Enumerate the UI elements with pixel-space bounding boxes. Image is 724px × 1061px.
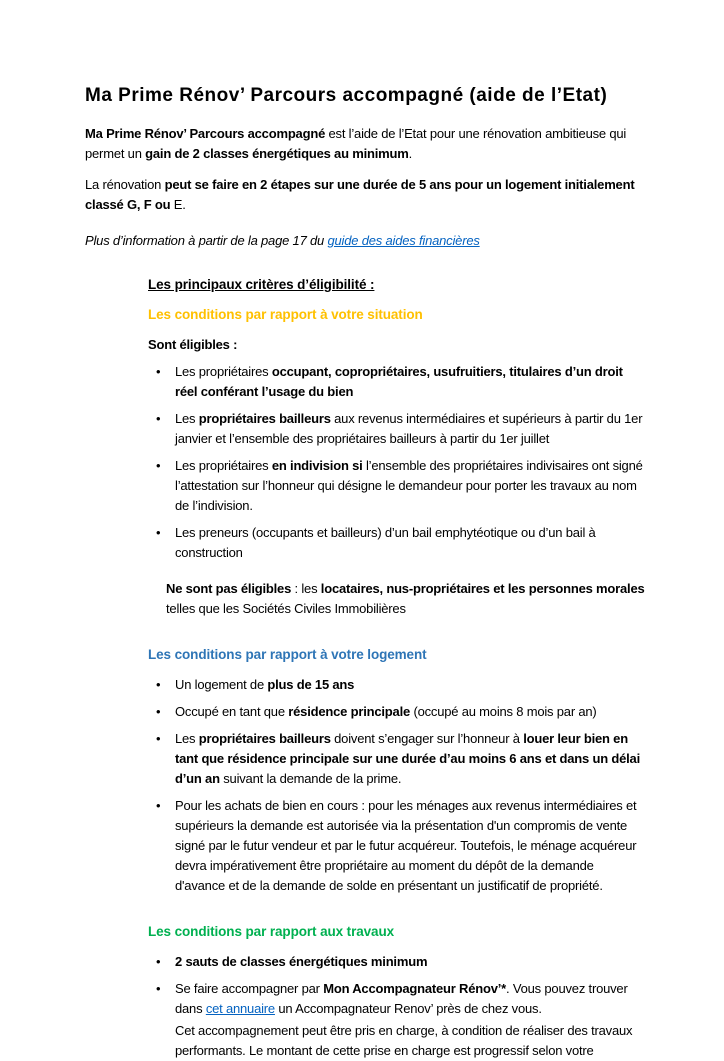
eligible-label: Sont éligibles : [148, 337, 238, 352]
text-run: Se faire accompagner par [175, 981, 324, 996]
text-run-bold: peut se faire en 2 étapes sur une durée de 5 ans pour un logement initialement classé G, F ou [85, 177, 635, 212]
intro-paragraph-1 [85, 124, 645, 164]
text-run: Les [175, 731, 199, 746]
text-run: Les propriétaires [175, 458, 272, 473]
text-run-bold: louer leur bien en tant que résidence principale sur une durée d’au moins 6 ans et dans un délai d’un an [175, 731, 641, 786]
annuaire-link[interactable]: cet annuaire [205, 1001, 275, 1016]
text-run-bold: plus de 15 ans [267, 677, 355, 692]
list-item [148, 796, 645, 896]
text-run: Les propriétaires [175, 364, 272, 379]
text-run: Un logement de [175, 677, 268, 692]
logement-bullet-list [148, 675, 660, 896]
guide-aides-financieres-link[interactable]: guide des aides financières [327, 233, 480, 248]
continuation-paragraph: Cet accompagnement peut être pris en charge, à condition de réaliser des travaux performants. Le montant de cette prise en charge est progressif selon votre [175, 1023, 633, 1058]
text-run: Les [175, 411, 199, 426]
text-run-bold: résidence principale [288, 704, 411, 719]
intro-paragraph-2 [85, 175, 645, 215]
text-run-bold: gain de 2 classes énergétiques au minimum [145, 146, 409, 161]
text-run: Pour les achats de bien en cours : pour les ménages aux revenus intermédiaires et supérieurs la demande est autorisée via la présentation d'un compromis de vente signé par le futur vendeur et par le futur acquéreur. Toutefois, le ménage acquéreur devra impérativement être propriétaire au moment du dépôt de la demande d'avance et de la demande de solde en présentant un justificatif de propriété. [175, 798, 637, 893]
text-run-bold: propriétaires bailleurs [198, 731, 331, 746]
text-run: l’ensemble des propriétaires indivisaires ont signé l’attestation sur l’honneur qui désigne le demandeur pour porter les travaux au nom de l’indivision. [175, 458, 643, 513]
list-item [148, 729, 645, 789]
text-run-bold: Ne sont pas éligibles [166, 581, 292, 596]
text-run-bold: propriétaires bailleurs [198, 411, 331, 426]
text-run: La rénovation [85, 177, 165, 192]
text-run: doivent s’engager sur l’honneur à [330, 731, 524, 746]
text-run: E. [173, 197, 186, 212]
text-run: : les [291, 581, 321, 596]
list-item [148, 523, 645, 563]
not-eligible-paragraph [166, 579, 646, 619]
text-run-bold: en indivision si [271, 458, 363, 473]
list-item [148, 362, 645, 402]
text-run: suivant la demande de la prime. [219, 771, 402, 786]
info-note [85, 231, 645, 251]
text-run-bold: occupant, copropriétaires, usufruitiers, titulaires d’un droit réel conférant l’usage du bien [175, 364, 623, 399]
text-run-bold: locataires, nus-propriétaires et les personnes morales [320, 581, 645, 596]
list-item [148, 456, 645, 516]
text-run-italic: Plus d’information à partir de la page 17 du [85, 233, 328, 248]
text-run: (occupé au moins 8 mois par an) [410, 704, 597, 719]
list-item [148, 409, 645, 449]
situation-bullet-list [148, 362, 660, 563]
logement-heading: Les conditions par rapport à votre logement [148, 647, 427, 662]
page-title: Ma Prime Rénov’ Parcours accompagné (aide de l’Etat) [85, 85, 608, 106]
travaux-bullet-list [148, 952, 660, 1061]
text-run: aux revenus intermédiaires et supérieurs à partir du 1er janvier et l’ensemble des propriétaires bailleurs à partir du 1er juillet [175, 411, 643, 446]
text-run: Occupé en tant que [175, 704, 289, 719]
text-run-bold: 2 sauts de classes énergétiques minimum [175, 954, 428, 969]
travaux-heading: Les conditions par rapport aux travaux [148, 924, 395, 939]
list-item [148, 675, 645, 695]
text-run: un Accompagnateur Renov’ près de chez vous. [274, 1001, 542, 1016]
text-run: . [408, 146, 413, 161]
criteria-heading: Les principaux critères d’éligibilité : [148, 277, 375, 292]
text-run: telles que les Sociétés Civiles Immobilières [166, 601, 406, 616]
criteria-section [148, 275, 660, 1061]
list-item [148, 702, 645, 722]
situation-heading: Les conditions par rapport à votre situation [148, 307, 423, 322]
text-run: Les preneurs (occupants et bailleurs) d’un bail emphytéotique ou d’un bail à construction [175, 525, 596, 560]
text-run: est l’aide de l’Etat pour une rénovation ambitieuse qui permet un [85, 126, 627, 161]
text-run: . Vous pouvez trouver dans [175, 981, 628, 1016]
text-run-bold: Ma Prime Rénov’ Parcours accompagné [85, 126, 326, 141]
text-run-bold: Mon Accompagnateur Rénov’* [323, 981, 507, 996]
list-item [148, 979, 645, 1061]
list-item [148, 952, 645, 972]
